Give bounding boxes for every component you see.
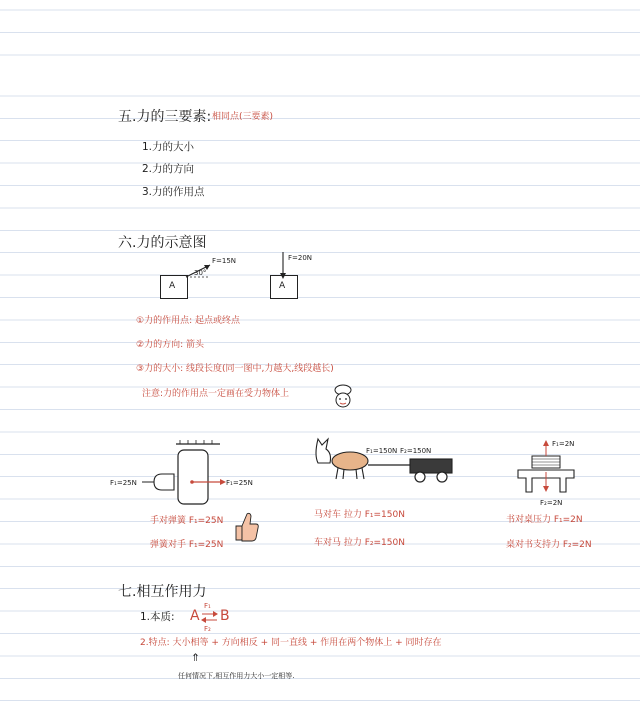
section-5-title: 五.力的三要素: [118, 109, 212, 125]
mutual-arrows-icon [201, 610, 219, 624]
list-item: 3.力的作用点 [142, 186, 205, 198]
thumbs-up-icon [232, 510, 258, 544]
example-caption: 手对弹簧 F₁=25N [150, 516, 224, 526]
force-label: F₁=25N [226, 479, 253, 487]
book-table-illustration-icon [516, 442, 576, 502]
block-label: A [169, 281, 176, 291]
body-b-label: B [220, 608, 230, 624]
section-5-note: 相同点(三要素) [212, 112, 274, 122]
force-label: F₁=150N [366, 447, 398, 455]
block-a-diagram-1 [160, 275, 188, 299]
list-item: 2.特点: 大小相等 + 方向相反 + 同一直线 + 作用在两个物体上 + 同时存在 [140, 638, 442, 648]
force-label: F=20N [288, 254, 313, 262]
list-item: 1.力的大小 [142, 141, 195, 153]
caution-note: 注意:力的作用点一定画在受力物体上 [142, 389, 290, 399]
horse-cart-illustration-icon [310, 435, 460, 485]
list-item: 1.本质: [140, 611, 175, 623]
summary-note: 任何情况下,相互作用力大小一定相等. [178, 672, 295, 680]
block-label: A [279, 281, 286, 291]
list-item: 2.力的方向 [142, 163, 195, 175]
force-f1-label: F₁ [204, 602, 211, 610]
force-label: F₂=150N [400, 447, 432, 455]
rule-item: ①力的作用点: 起点或终点 [136, 316, 240, 326]
example-caption: 马对车 拉力 F₁=150N [314, 510, 405, 520]
force-label: F₁=25N [110, 479, 137, 487]
force-label: F₁=2N [552, 440, 575, 448]
section-7-title: 七.相互作用力 [118, 584, 207, 600]
force-f2-label: F₂ [204, 625, 211, 633]
rule-item: ②力的方向: 箭头 [136, 340, 204, 350]
up-arrow-icon: ⇑ [191, 652, 200, 664]
angle-label: 30° [194, 269, 207, 277]
section-6-title: 六.力的示意图 [118, 235, 207, 251]
example-caption: 书对桌压力 F₁=2N [506, 515, 583, 525]
example-caption: 弹簧对手 F₁=25N [150, 540, 224, 550]
chef-doodle-icon [330, 384, 358, 414]
rule-item: ③力的大小: 线段长度(同一图中,力越大,线段越长) [136, 364, 334, 374]
example-caption: 桌对书支持力 F₂=2N [506, 540, 592, 550]
body-a-label: A [190, 608, 200, 624]
force-label: F₂=2N [540, 499, 563, 507]
force-label: F=15N [212, 257, 237, 265]
hand-spring-illustration-icon [140, 440, 260, 510]
example-caption: 车对马 拉力 F₂=150N [314, 538, 405, 548]
